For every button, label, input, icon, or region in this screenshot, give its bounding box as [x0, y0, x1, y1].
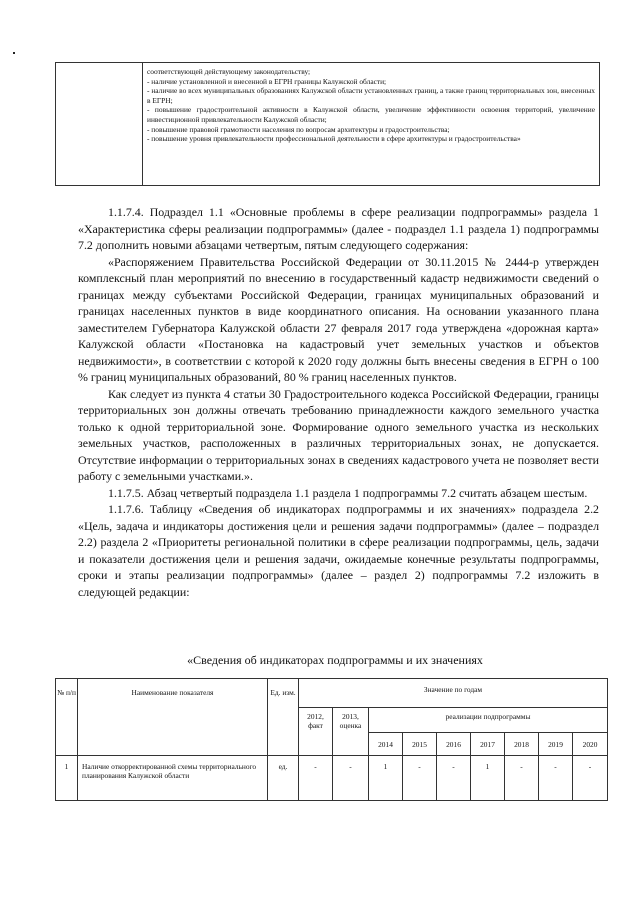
row-2013: - [333, 756, 369, 801]
header-name: Наименование показателя [78, 679, 268, 756]
row-value: - [573, 756, 608, 801]
result-line: соответствующей действующему законодательству; [147, 67, 311, 76]
header-2012: 2012, факт [299, 708, 333, 756]
header-year: 2014 [369, 733, 403, 756]
body-text [78, 204, 599, 600]
row-value: - [505, 756, 539, 801]
row-value: 1 [369, 756, 403, 801]
row-value: - [539, 756, 573, 801]
header-year: 2020 [573, 733, 608, 756]
result-line: - наличие установленной и внесенной в ЕГРН границы Калужской области; [147, 76, 387, 86]
header-num: № п/п [56, 679, 78, 756]
header-year: 2015 [403, 733, 437, 756]
header-year: 2016 [437, 733, 471, 756]
row-num: 1 [56, 756, 78, 801]
row-value: 1 [471, 756, 505, 801]
result-line: - повышение правовой грамотности населения по вопросам архитектуры и градостроительства; [147, 124, 450, 134]
paragraph-quote-1: «Распоряжением Правительства Российской Федерации от 30.11.2015 № 2444-р утвержден комплексный план мероприятий по внесению в государственный кадастр недвижимости сведений о границах между субъектами Российской Федерации, границах муниципальных образований и границах населенных пунктов в виде координатного описания. На основании указанного плана заместителем Губернатора Калужской области 27 февраля 2017 года утверждена «дорожная карта» Калужской области «Постановка на кадастровый учет земельных участков и объектов недвижимости», в соответствии с которой к 2020 году должны быть внесены сведения в ЕГРН о 100 % границ муниципальных образований, 80 % границ населенных пунктов. [78, 254, 599, 384]
results-cell [143, 63, 600, 186]
result-line: - повышение градостроительной активности в Калужской области, увеличение эффективности освоения территорий, увеличение инвестиционной привлекательности Калужской области; [147, 105, 595, 124]
table-heading: «Сведения об индикаторах подпрограммы и их значениях [187, 653, 483, 667]
header-2013: 2013, оценка [333, 708, 369, 756]
results-list [147, 67, 595, 144]
empty-cell [56, 63, 143, 186]
header-realization: реализации подпрограммы [369, 708, 608, 733]
header-unit: Ед. изм. [268, 679, 299, 756]
result-line: - наличие во всех муниципальных образованиях Калужской области установленных границ, а также границ территориальных зон, внесенных в ЕГРН; [147, 86, 595, 105]
header-values-by-year: Значение по годам [299, 679, 608, 708]
indicators-table [55, 678, 608, 801]
paragraph-1-1-7-5: 1.1.7.5. Абзац четвертый подраздела 1.1 раздела 1 подпрограммы 7.2 считать абзацем шестым. [108, 485, 588, 500]
header-year: 2019 [539, 733, 573, 756]
paragraph-quote-2: Как следует из пункта 4 статьи 30 Градостроительного кодекса Российской Федерации, границы территориальных зон должны отвечать требованию принадлежности каждого земельного участка только к одной территориальной зоне. Формирование одного земельного участка из нескольких земельных участков, расположенных в различных территориальных зонах, не допускается. Отсутствие информации о территориальных зонах в сведениях кадастрового учета не позволяет вести работу с земельными участками.». [78, 386, 599, 483]
header-year: 2017 [471, 733, 505, 756]
scan-speck [13, 52, 15, 54]
row-unit: ед. [268, 756, 299, 801]
row-name: Наличие откорректированной схемы территориального планирования Калужской области [78, 756, 268, 801]
paragraph-1-1-7-6: 1.1.7.6. Таблицу «Сведения об индикаторах подпрограммы и их значениях» подраздела 2.2 «Цель, задача и индикаторы достижения цели и решения задачи подпрограммы» (далее – подраздел 2.2) раздела 2 «Приоритеты региональной политики в сфере реализации подпрограммы, цель, задачи и показатели достижения цели и решения задачи, ожидаемые конечные результаты подпрограммы, сроки и этапы реализации подпрограммы» (далее – раздел 2) подпрограммы 7.2 изложить в следующей редакции: [78, 502, 599, 599]
continued-table-fragment [55, 62, 600, 186]
row-2012: - [299, 756, 333, 801]
row-value: - [403, 756, 437, 801]
header-year: 2018 [505, 733, 539, 756]
row-value: - [437, 756, 471, 801]
paragraph-1-1-7-4: 1.1.7.4. Подраздел 1.1 «Основные проблемы в сфере реализации подпрограммы» раздела 1 «Характеристика сферы реализации подпрограммы» (далее - подраздел 1.1 раздела 1) подпрограммы 7.2 дополнить новыми абзацами четвертым, пятым следующего содержания: [78, 205, 599, 252]
table-row [56, 756, 608, 801]
result-line: - повышение уровня привлекательности профессиональной деятельности в сфере архитектуры и градостроительства» [147, 134, 521, 144]
